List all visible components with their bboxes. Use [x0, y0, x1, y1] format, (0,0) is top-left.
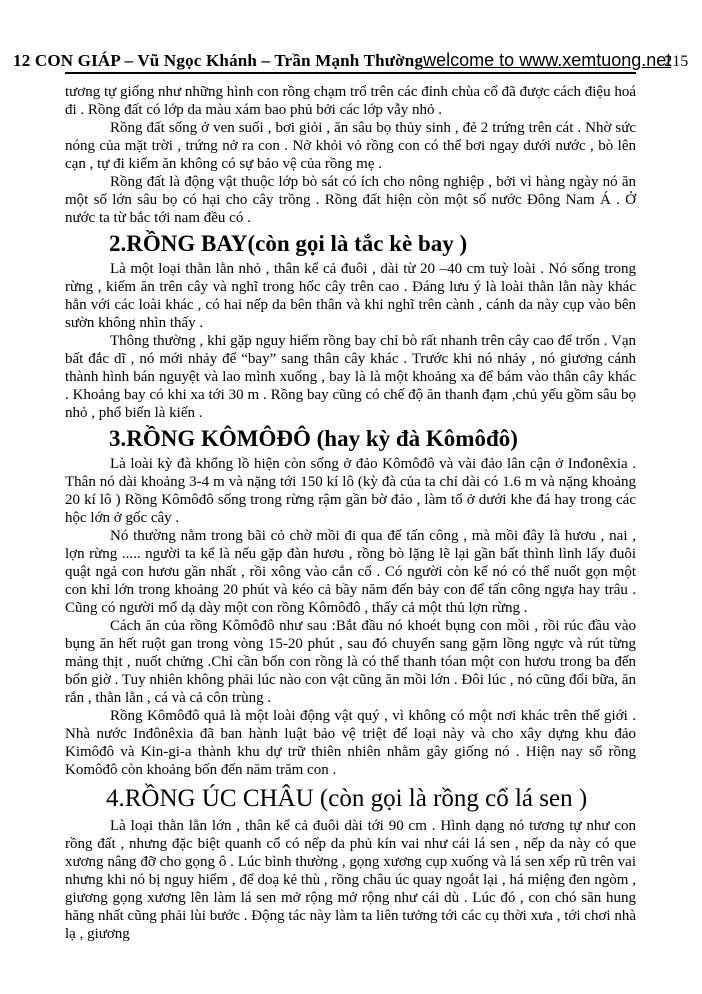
document-body: [65, 83, 636, 943]
section-heading: 3.RỒNG KÔMÔĐÔ (hay kỳ đà Kômôđô): [109, 426, 518, 451]
paragraph: Nó thường nằm trong bãi cỏ chờ mồi đi qua để tấn công , mà mồi đây là hươu , nai , lợn rừng ..... người ta kể là nếu gặp đàn hươu , rồng bò lặng lẽ lại gần bất thình lình lấy đuôi quật ngả con hươu gần nhất , rồi xông vào cắn cổ . Có người còn kể nó có thể nuốt gọn một con khỉ lớn trong khoảng 20 phút và kéo cả bầy năm đến bảy con để tấn công ngựa hay trâu . Cũng có người mổ dạ dày một con rồng Kômôđô , thấy cả một thủ lợn rừng .: [65, 528, 636, 616]
paragraph: Rồng Kômôđô quả là một loài động vật quý , vì không có một nơi khác trên thế giới . Nhà nước Inđônêxia đã ban hành luật bảo vệ triệt để loại này và cho xây dựng khu đảo Kimôđô và Kin-gi-a thành khu dự trữ thiên nhiên nhằm gây giống nó . Hiện nay số rồng Komôđô còn khoảng bốn đến năm trăm con .: [65, 708, 636, 778]
site-link[interactable]: welcome to www.xemtuong.net: [423, 50, 672, 70]
paragraph: Là một loại thằn lằn nhỏ , thân kể cả đuôi , dài từ 20 –40 cm tuỳ loài . Nó sống trong rừng , kiếm ăn trên cây và nghĩ trong hốc cây trên cao . Đáng lưu ý là loài thằn lằn này khác hẳn với các loài khác , có hai nếp da bên thân và khi nghĩ trên cành , cánh da này cụp vào bên sườn không nhìn thấy .: [65, 261, 636, 331]
paragraph: Là loài kỳ đà khổng lồ hiện còn sống ở đảo Kômôđô và vài đảo lân cận ở Inđonêxia . Thân nó dài khoảng 3-4 m và nặng tới 150 kí lô (kỳ đà của ta chỉ dài có 1.6 m và nặng khoảng 20 kí lô ) Rồng Kômôđô sống trong rừng rậm gần bờ đảo , làm tổ ở dưới khe đá hay trong các hộc lớn ở gốc cây .: [65, 456, 636, 526]
section-heading: 2.RỒNG BAY(còn gọi là tắc kè bay ): [109, 231, 468, 256]
header-divider: [65, 72, 636, 74]
page-number: 215: [664, 53, 689, 70]
paragraph: Rồng đất sống ở ven suối , bơi giỏi , ăn sâu bọ thủy sinh , đẻ 2 trứng trên cát . Nhờ sức nóng của mặt trời , trứng nở ra con . Nở khỏi vỏ rồng con có thể bơi ngay dưới nước , bò lên cạn , tự đi kiếm ăn không có sự bảo vệ của rồng mẹ .: [65, 120, 636, 172]
header-title: 12 CON GIÁP – Vũ Ngọc Khánh – Trần Mạnh Thường: [13, 51, 424, 70]
paragraph: Rồng đất là động vật thuộc lớp bò sát có ích cho nông nghiệp , bởi vì hàng ngày nó ăn một số lớn sâu bọ có hại cho cây trồng . Rồng đất hiện còn một số nước Đông Nam Á . Ở nước ta từ bắc tới nam đều có .: [65, 174, 636, 226]
page-header: [13, 50, 689, 71]
paragraph: Cách ăn của rồng Kômôđô như sau :Bắt đầu nó khoét bụng con mồi , rồi rúc đầu vào bụng ăn hết ruột gan trong vòng 15-20 phút , sau đó chuyển sang gặm lồng ngực và rút từng mảng thịt , nuốt chửng .Chỉ cần bốn con rồng là có thể thanh tóan một con hươu trong ba đến bốn giờ . Tuy nhiên không phải lúc nào con vật cũng ăn mồi lớn . Đôi lúc , nó cũng đổi bữa, ăn rắn , thằn lằn , cá và cả côn trùng .: [65, 618, 636, 706]
paragraph: tương tự giống như những hình con rồng chạm trổ trên các đỉnh chùa cổ đã được cách điệu hoá đi . Rồng đất có lớp da màu xám bao phủ bởi các lớp vẫy nhỏ .: [65, 84, 636, 118]
paragraph: Là loại thằn lằn lớn , thân kể cả đuôi dài tới 90 cm . Hình dạng nó tương tự như con rồng đất , nhưng đặc biệt quanh cổ có nếp da phủ kín vai như cái lá sen , nếp da này có que xương nâng đỡ cho gọng ô . Lúc bình thường , gọng xương cụp xuống và lá sen xếp rũ trên vai nhưng khi nó bị nguy hiểm , để doạ kẻ thù , rồng châu úc quay ngoắt lại , há miệng đen ngòm , giương gọng xương lên làm lá sen mở rộng mở rộng như cái dù . Lúc đó , con chó săn hung hăng nhất cũng phải lùi bước . Động tác này làm ta liên tưởng tới các cụ thời xưa , tới chơi nhà lạ , giương: [65, 818, 636, 942]
section-heading: 4.RỒNG ÚC CHÂU (còn gọi là rồng cổ lá sen ): [106, 785, 588, 812]
paragraph: Thông thường , khi gặp nguy hiểm rồng bay chỉ bò rất nhanh trên cây cao để trốn . Vạn bất đắc dĩ , nó mới nhảy để “bay” sang thân cây khác . Trước khi nó nhảy , nó giương cánh thành hình bán nguyệt và lao mình xuống , bay là là một khoảng xa để bám vào thân cây khác . Khoảng bay có khi xa tới 30 m . Rồng bay cũng có chế độ ăn thanh đạm ,chủ yếu gồm sâu bọ nhỏ , phổ biến là kiến .: [65, 333, 636, 421]
header-right: [423, 50, 688, 71]
